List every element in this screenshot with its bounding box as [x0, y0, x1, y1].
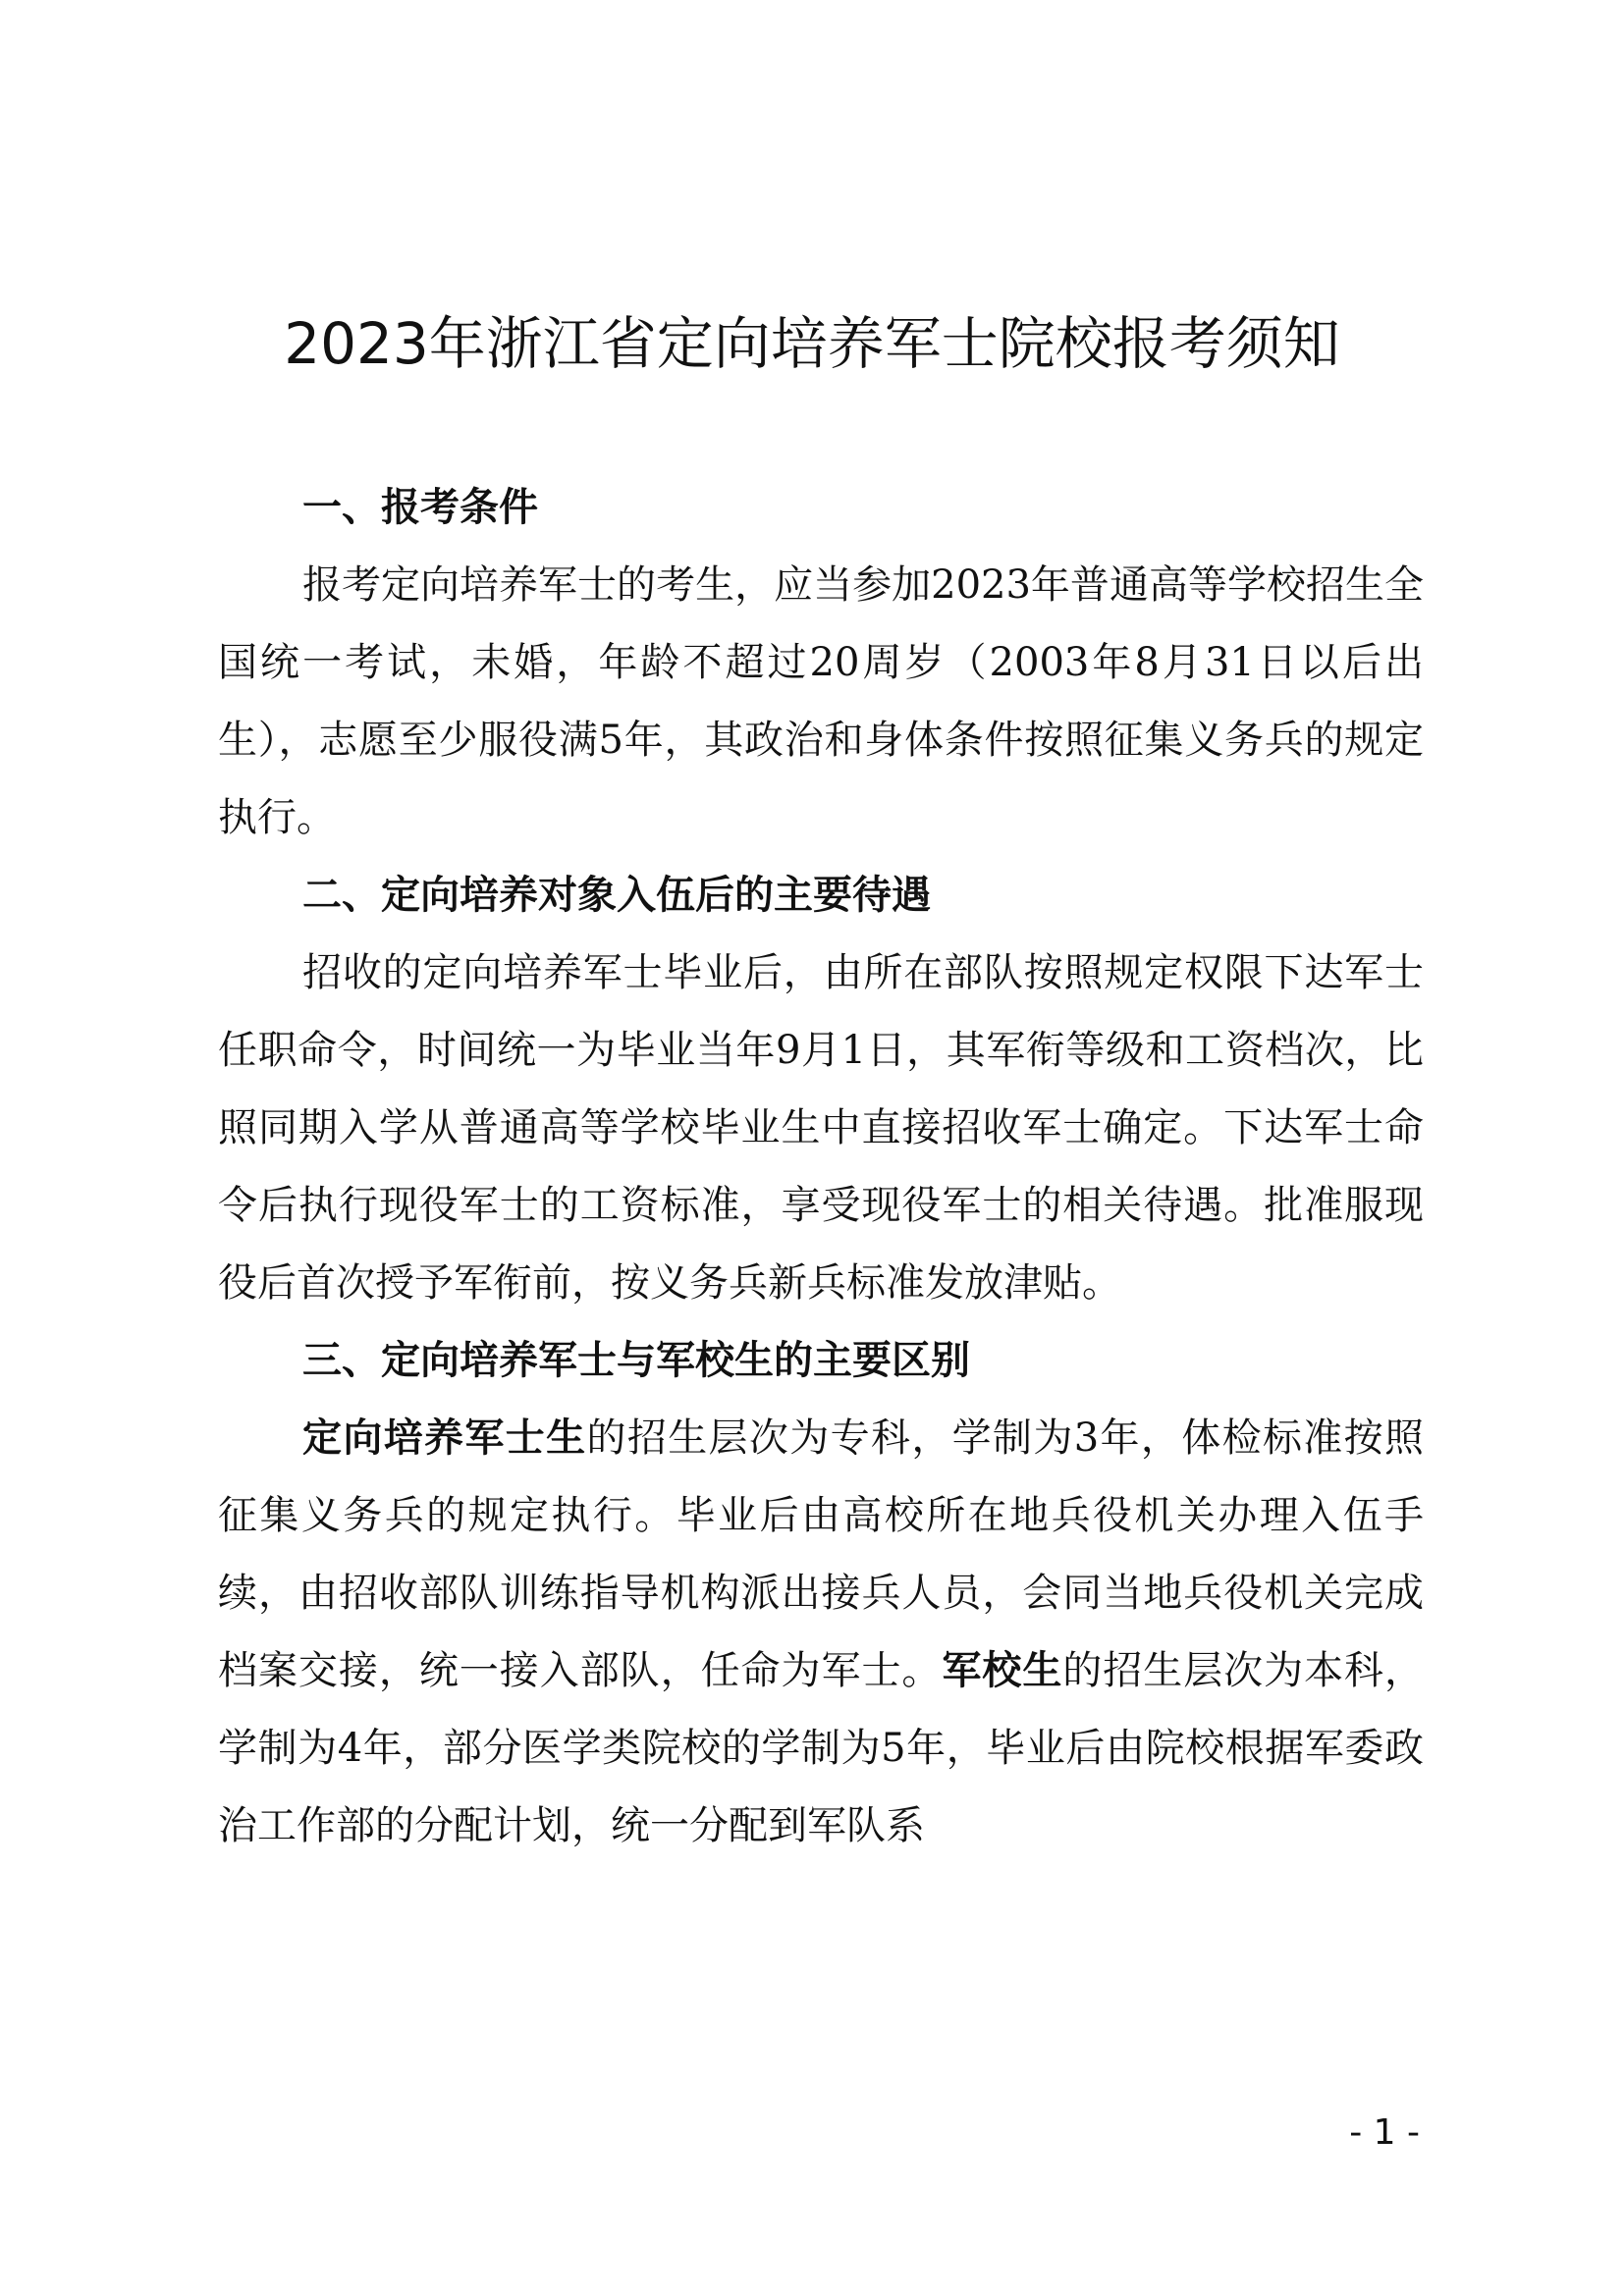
section-heading-differences: 三、定向培养军士与军校生的主要区别 [302, 1338, 970, 1383]
term-directed-sergeant-student: 定向培养军士生 [302, 1415, 587, 1461]
differences-text-part2: 的招生层次为本科，学制为4年，部分医学类院校的学制为5年，毕业后由院校根据军委政治工作部的分配计划，统一分配到军队系 [218, 1648, 1425, 1848]
section-paragraph-benefits: 招收的定向培养军士毕业后，由所在部队按照规定权限下达军士任职命令，时间统一为毕业当年9月1日，其军衔等级和工资档次，比照同期入学从普通高等学校毕业生中直接招收军士确定。下达军士命令后执行现役军士的工资标准，享受现役军士的相关待遇。批准服现役后首次授予军衔前，按义务兵新兵标准发放津贴。 [218, 950, 1424, 1306]
page-number: - 1 - [1349, 2112, 1420, 2153]
document-body [218, 469, 1424, 1865]
term-military-academy-student: 军校生 [942, 1648, 1063, 1693]
section-heading-benefits: 二、定向培养对象入伍后的主要待遇 [302, 873, 931, 918]
section-paragraph-eligibility: 报考定向培养军士的考生，应当参加2023年普通高等学校招生全国统一考试，未婚，年龄不超过20周岁（2003年8月31日以后出生），志愿至少服役满5年，其政治和身体条件按照征集义务兵的规定执行。 [218, 562, 1424, 840]
section-paragraph-differences [218, 1400, 1424, 1865]
differences-text-part1: 的招生层次为专科，学制为3年，体检标准按照征集义务兵的规定执行。毕业后由高校所在地兵役机关办理入伍手续，由招收部队训练指导机构派出接兵人员，会同当地兵役机关完成档案交接，统一接入部队，任命为军士。 [218, 1415, 1425, 1693]
section-heading-eligibility: 一、报考条件 [302, 485, 538, 530]
document-title: 2023年浙江省定向培养军士院校报考须知 [284, 310, 1340, 377]
